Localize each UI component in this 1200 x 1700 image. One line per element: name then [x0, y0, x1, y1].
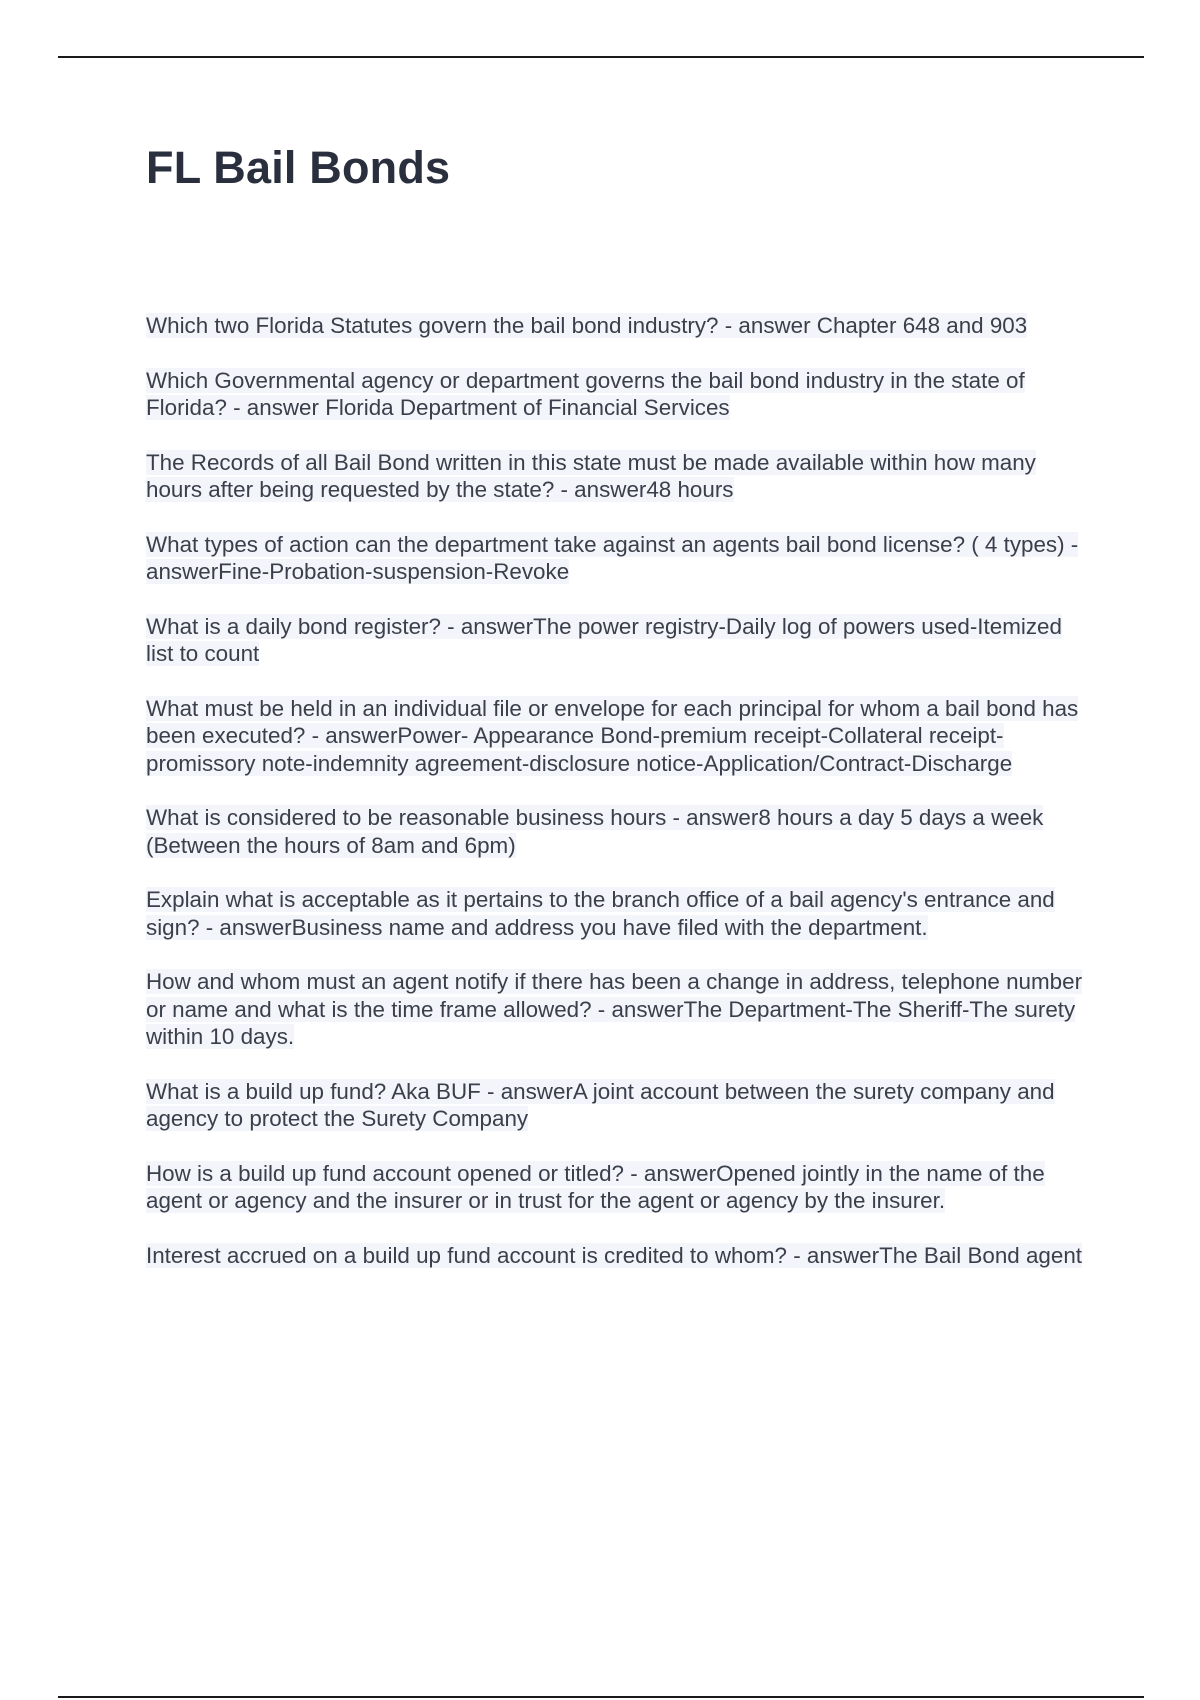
- qa-text: How and whom must an agent notify if there has been a change in address, telephone number or name and what is the time frame allowed? - answerThe Department-The Sheriff-The surety within 10 days.: [146, 969, 1083, 1049]
- qa-text: Explain what is acceptable as it pertains to the branch office of a bail agency's entrance and sign? - answerBusiness name and address you have filed with the department.: [146, 887, 1055, 940]
- qa-text: What is a daily bond register? - answerThe power registry-Daily log of powers used-Itemized list to count: [146, 613, 1062, 666]
- qa-item-12: [146, 1242, 1086, 1270]
- qa-item-10: [146, 1078, 1086, 1133]
- qa-item-7: [146, 804, 1086, 859]
- qa-item-4: [146, 531, 1086, 586]
- qa-item-1: [146, 312, 1086, 340]
- qa-item-6: [146, 695, 1086, 778]
- qa-item-3: [146, 449, 1086, 504]
- qa-text: What types of action can the department take against an agents bail bond license? ( 4 types) - answerFine-Probation-suspension-Revoke: [146, 531, 1079, 584]
- bottom-rule: [58, 1696, 1144, 1698]
- qa-text: Which Governmental agency or department governs the bail bond industry in the state of Florida? - answer Florida Department of Financial Services: [146, 367, 1025, 420]
- qa-text: What must be held in an individual file or envelope for each principal for whom a bail bond has been executed? - answerPower- Appearance Bond-premium receipt-Collateral receipt-promissory note-indemnity agreement-disclosure notice-Application/Contract-Discharge: [146, 695, 1079, 776]
- qa-item-5: [146, 613, 1086, 668]
- qa-list: [146, 312, 1086, 1296]
- qa-text: What is a build up fund? Aka BUF - answerA joint account between the surety company and agency to protect the Surety Company: [146, 1078, 1055, 1131]
- qa-text: What is considered to be reasonable business hours - answer8 hours a day 5 days a week (Between the hours of 8am and 6pm): [146, 805, 1044, 858]
- qa-text: Interest accrued on a build up fund account is credited to whom? - answerThe Bail Bond agent: [146, 1242, 1082, 1268]
- qa-text: The Records of all Bail Bond written in this state must be made available within how many hours after being requested by the state? - answer48 hours: [146, 449, 1036, 502]
- qa-text: Which two Florida Statutes govern the bail bond industry? - answer Chapter 648 and 903: [146, 313, 1028, 338]
- qa-item-9: [146, 968, 1086, 1051]
- top-rule: [58, 56, 1144, 58]
- qa-item-8: [146, 886, 1086, 941]
- qa-text: How is a build up fund account opened or titled? - answerOpened jointly in the name of the agent or agency and the insurer or in trust for the agent or agency by the insurer.: [146, 1160, 1045, 1213]
- page-title: FL Bail Bonds: [146, 142, 451, 193]
- qa-item-11: [146, 1160, 1086, 1215]
- qa-item-2: [146, 367, 1086, 422]
